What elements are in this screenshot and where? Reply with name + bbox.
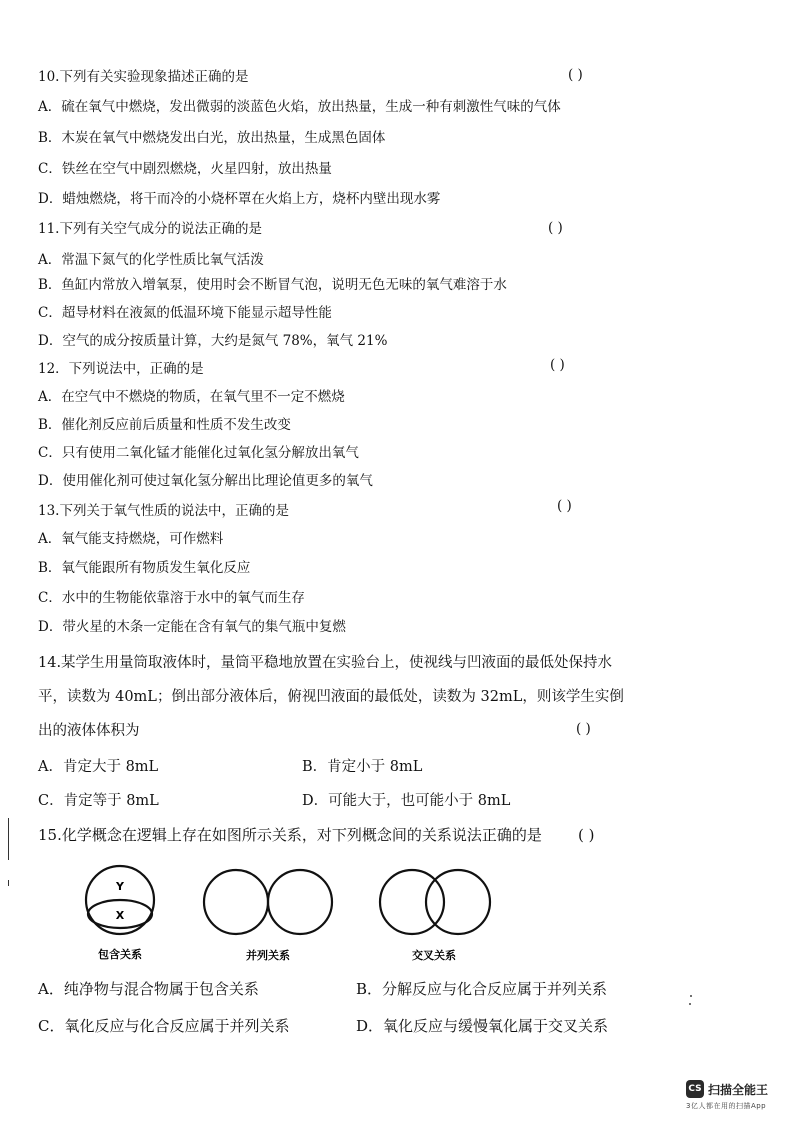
scanner-watermark [686,1080,768,1098]
scanner-logo-icon: CS [686,1080,704,1098]
q10-option-a: A．硫在氧气中燃烧，发出微弱的淡蓝色火焰，放出热量，生成一种有刺激性气味的气体 [38,99,561,115]
q11-option-a: A．常温下氮气的化学性质比氧气活泼 [38,252,264,268]
q15-option-d: D．氧化反应与缓慢氧化属于交叉关系 [356,1017,609,1035]
q10-answer-paren: ( ) [568,67,583,83]
q12-option-d: D．使用催化剂可使过氧化氢分解出比理论值更多的氧气 [38,473,373,489]
q11-option-b: B．鱼缸内常放入增氧泵，使用时会不断冒气泡，说明无色无味的氧气难溶于水 [38,277,507,293]
q11-option-c: C．超导材料在液氮的低温环境下能显示超导性能 [38,305,332,321]
q10-option-c: C．铁丝在空气中剧烈燃烧，火星四射，放出热量 [38,161,332,177]
intersection-diagram [380,870,490,962]
scan-speck [689,1003,691,1005]
set-x-letter: X [115,909,125,922]
scan-speck [690,995,692,997]
q14-option-c: C．肯定等于 8mL [38,793,159,809]
q10-option-d: D．蜡烛燃烧，将干而冷的小烧杯罩在火焰上方，烧杯内壁出现水雾 [38,191,441,207]
q13-option-c: C．水中的生物能依靠溶于水中的氧气而生存 [38,590,305,606]
q15-stem: 15.化学概念在逻辑上存在如图所示关系，对下列概念间的关系说法正确的是 [38,826,542,844]
q15-option-c: C．氧化反应与化合反应属于并列关系 [38,1017,290,1035]
containment-diagram [86,866,154,961]
set-y-letter: Y [116,880,124,893]
q12-answer-paren: ( ) [550,357,565,373]
q15-option-b: B．分解反应与化合反应属于并列关系 [356,980,608,998]
scanner-tagline: 3亿人都在用的扫描App [686,1102,767,1110]
q14-option-b: B．肯定小于 8mL [302,759,423,775]
q14-stem-line-3: 出的液体体积为 [38,723,140,739]
q11-answer-paren: ( ) [548,220,563,236]
q12-stem: 12．下列说法中，正确的是 [38,361,204,377]
q15-answer-paren: ( ) [578,826,595,844]
q15-option-a: A．纯净物与混合物属于包含关系 [38,980,259,998]
q14-answer-paren: ( ) [576,721,591,737]
q12-option-c: C．只有使用二氧化锰才能催化过氧化氢分解放出氧气 [38,445,359,461]
scan-margin-tick [8,880,9,886]
q12-option-b: B．催化剂反应前后质量和性质不发生改变 [38,417,291,433]
parallel-diagram [204,870,332,962]
q13-option-b: B．氧气能跟所有物质发生氧化反应 [38,560,251,576]
parallel-left-circle [204,870,268,934]
q14-stem-line-1: 14.某学生用量筒取液体时，量筒平稳地放置在实验台上，使视线与凹液面的最低处保持水 [38,655,613,671]
scanner-app-name: 扫描全能王 [708,1082,769,1097]
relation-diagrams [70,862,510,970]
intersection-right-circle [426,870,490,934]
q14-option-a: A．肯定大于 8mL [38,759,159,775]
q13-stem: 13.下列关于氧气性质的说法中，正确的是 [38,503,289,519]
containment-label: 包含关系 [98,948,142,961]
q13-option-d: D．带火星的木条一定能在含有氧气的集气瓶中复燃 [38,619,346,635]
q14-option-d: D．可能大于，也可能小于 8mL [302,793,511,809]
q10-stem: 10.下列有关实验现象描述正确的是 [38,69,249,85]
q10-option-b: B．木炭在氧气中燃烧发出白光，放出热量，生成黑色固体 [38,130,386,146]
intersection-label: 交叉关系 [412,949,456,962]
q13-option-a: A．氧气能支持燃烧，可作燃料 [38,531,224,547]
q12-option-a: A．在空气中不燃烧的物质，在氧气里不一定不燃烧 [38,389,345,405]
q14-stem-line-2: 平，读数为 40mL；倒出部分液体后，俯视凹液面的最低处，读数为 32mL，则该学生实倒 [38,689,624,705]
q13-answer-paren: ( ) [557,498,572,514]
q11-stem: 11.下列有关空气成分的说法正确的是 [38,221,262,237]
parallel-label: 并列关系 [246,949,290,962]
scan-margin-line [8,818,9,860]
parallel-right-circle [268,870,332,934]
q11-option-d: D．空气的成分按质量计算，大约是氮气 78%，氧气 21% [38,333,388,349]
